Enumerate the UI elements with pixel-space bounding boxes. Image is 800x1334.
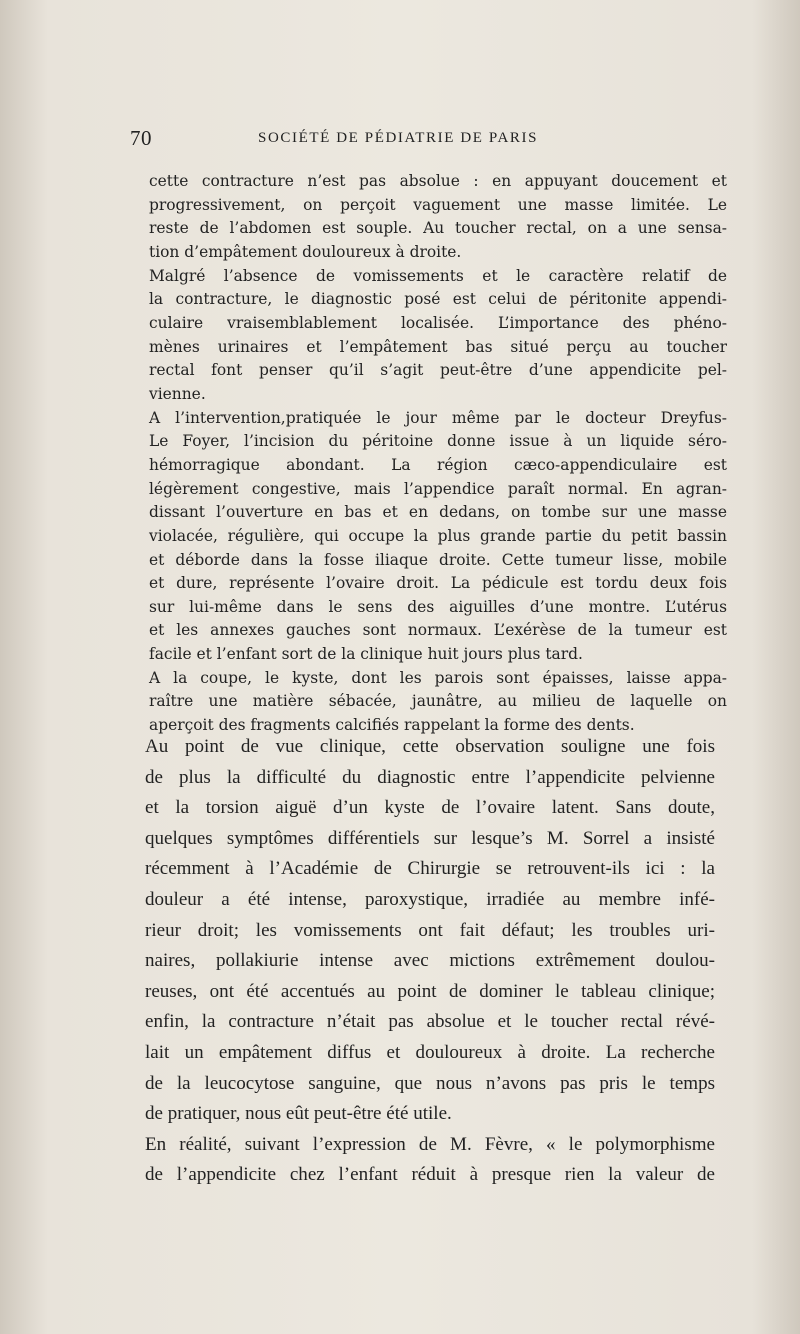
text-line: culaire vraisemblablement localisée. L’importance des phéno- xyxy=(149,313,727,332)
paragraph-clinical-discussion xyxy=(145,732,715,1130)
text-line: sur lui-même dans le sens des aiguilles d’une montre. L’utérus xyxy=(149,597,727,616)
text-line: facile et l’enfant sort de la clinique huit jours plus tard. xyxy=(149,645,583,664)
text-line: raître une matière sébacée, jaunâtre, au milieu de laquelle on xyxy=(149,692,727,711)
text-line: de pratiquer, nous eût peut-être été utile. xyxy=(145,1103,452,1125)
text-line: Malgré l’absence de vomissements et le caractère relatif de xyxy=(149,266,727,285)
text-line: naires, pollakiurie intense avec mictions extrêmement doulou- xyxy=(145,950,715,972)
paragraph-intervention xyxy=(131,407,727,667)
text-line: aperçoit des fragments calcifiés rappelant la forme des dents. xyxy=(149,716,635,735)
page-header xyxy=(130,126,730,160)
running-head: SOCIÉTÉ DE PÉDIATRIE DE PARIS xyxy=(258,130,539,146)
text-line: de la leucocytose sanguine, que nous n’avons pas pris le temps xyxy=(145,1072,715,1094)
text-line: la contracture, le diagnostic posé est celui de péritonite appendi- xyxy=(149,290,727,309)
text-line: reste de l’abdomen est souple. Au toucher rectal, on a une sensa- xyxy=(149,219,727,238)
text-line: hémorragique abondant. La région cæco-appendiculaire est xyxy=(149,455,727,474)
text-line: lait un empâtement diffus et douloureux à droite. La recherche xyxy=(145,1041,715,1063)
text-line: de plus la difficulté du diagnostic entre l’appendicite pelvienne xyxy=(145,766,715,788)
paragraph-examination xyxy=(131,170,727,265)
text-line: récemment à l’Académie de Chirurgie se retrouvent-ils ici : la xyxy=(145,858,715,880)
text-line: violacée, régulière, qui occupe la plus grande partie du petit bassin xyxy=(149,526,727,545)
paragraph-polymorphism xyxy=(145,1130,715,1191)
text-line: et les annexes gauches sont normaux. L’exérèse de la tumeur est xyxy=(149,621,727,640)
case-report-small-text xyxy=(131,170,727,738)
text-line: rectal font penser qu’il s’agit peut-être d’une appendicite pel- xyxy=(149,361,727,380)
text-line: et la torsion aiguë d’un kyste de l’ovaire latent. Sans doute, xyxy=(145,797,715,819)
text-line: Le Foyer, l’incision du péritoine donne issue à un liquide séro- xyxy=(149,432,727,451)
discussion-large-text xyxy=(145,732,715,1191)
text-line: cette contracture n’est pas absolue : en appuyant doucement et xyxy=(149,172,727,190)
text-line: et déborde dans la fosse iliaque droite. Cette tumeur lisse, mobile xyxy=(149,550,727,569)
text-line: quelques symptômes différentiels sur lesque’s M. Sorrel a insisté xyxy=(145,827,715,849)
paragraph-cyst-section xyxy=(131,667,727,738)
text-line: A l’intervention,pratiquée le jour même par le docteur Dreyfus- xyxy=(149,408,727,427)
text-line: mènes urinaires et l’empâtement bas situé perçu au toucher xyxy=(149,337,727,356)
text-line: de l’appendicite chez l’enfant réduit à presque rien la valeur de xyxy=(145,1164,715,1186)
paragraph-diagnosis xyxy=(131,265,727,407)
text-line: progressivement, on perçoit vaguement une masse limitée. Le xyxy=(149,195,727,214)
text-line: douleur a été intense, paroxystique, irradiée au membre infé- xyxy=(145,888,715,910)
text-line: légèrement congestive, mais l’appendice paraît normal. En agran- xyxy=(149,479,727,498)
text-line: tion d’empâtement douloureux à droite. xyxy=(149,242,462,261)
text-line: et dure, représente l’ovaire droit. La pédicule est tordu deux fois xyxy=(149,574,727,593)
text-line: En réalité, suivant l’expression de M. Fèvre, « le polymorphisme xyxy=(145,1133,715,1155)
text-line: rieur droit; les vomissements ont fait défaut; les troubles uri- xyxy=(145,919,715,941)
text-line: reuses, ont été accentués au point de dominer le tableau clinique; xyxy=(145,980,715,1002)
text-line: dissant l’ouverture en bas et en dedans, on tombe sur une masse xyxy=(149,503,727,522)
text-line: enfin, la contracture n’était pas absolue et le toucher rectal révé- xyxy=(145,1011,715,1033)
text-line: vienne. xyxy=(149,384,206,403)
page-number: 70 xyxy=(130,126,152,150)
text-line: Au point de vue clinique, cette observation souligne une fois xyxy=(145,736,715,757)
text-line: A la coupe, le kyste, dont les parois sont épaisses, laisse appa- xyxy=(149,668,727,687)
